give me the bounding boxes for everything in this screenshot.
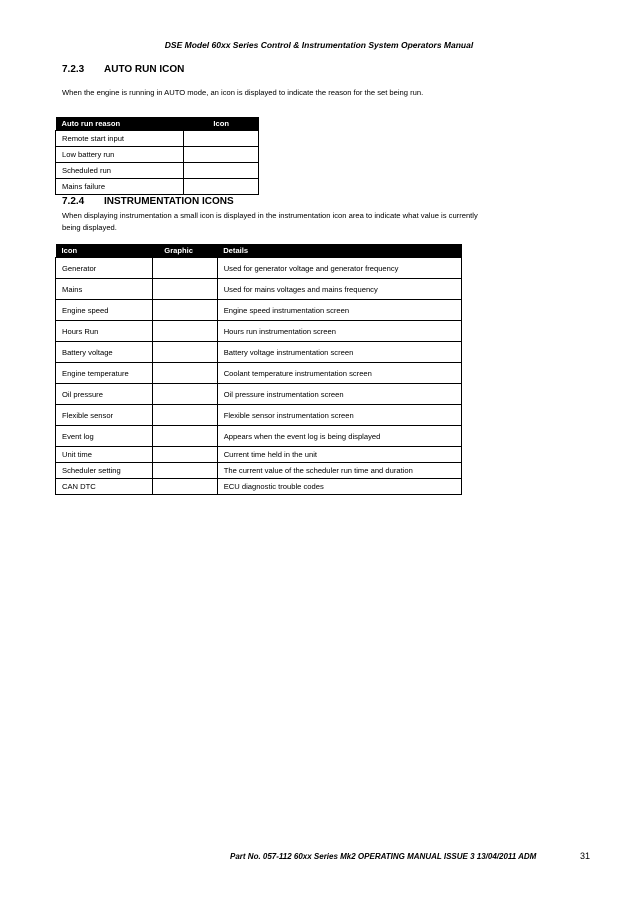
reason-cell: Mains failure <box>56 179 184 195</box>
details-cell: Hours run instrumentation screen <box>217 321 461 342</box>
icon-cell <box>184 163 259 179</box>
details-cell: Appears when the event log is being displayed <box>217 426 461 447</box>
icon-name-cell: Battery voltage <box>56 342 153 363</box>
graphic-cell <box>152 258 217 279</box>
reason-cell: Scheduled run <box>56 163 184 179</box>
column-header: Icon <box>56 244 153 258</box>
section-heading-auto-run <box>62 64 184 75</box>
icon-cell <box>184 131 259 147</box>
icon-name-cell: CAN DTC <box>56 479 153 495</box>
column-header: Details <box>217 244 461 258</box>
table-row <box>56 405 462 426</box>
icon-name-cell: Engine temperature <box>56 363 153 384</box>
table-row <box>56 479 462 495</box>
details-cell: Flexible sensor instrumentation screen <box>217 405 461 426</box>
reason-cell: Low battery run <box>56 147 184 163</box>
graphic-cell <box>152 384 217 405</box>
intro-line: being displayed. <box>62 223 117 232</box>
column-header: Graphic <box>152 244 217 258</box>
section-number: 7.2.3 <box>62 64 85 75</box>
table-header-row <box>56 244 462 258</box>
graphic-cell <box>152 363 217 384</box>
graphic-cell <box>152 479 217 495</box>
table-row <box>56 426 462 447</box>
section-heading-instrumentation <box>62 196 234 207</box>
icon-name-cell: Scheduler setting <box>56 463 153 479</box>
icon-name-cell: Unit time <box>56 447 153 463</box>
icon-cell <box>184 147 259 163</box>
column-header: Auto run reason <box>56 117 184 131</box>
graphic-cell <box>152 342 217 363</box>
page-footer: Part No. 057-112 60xx Series Mk2 OPERATING MANUAL ISSUE 3 13/04/2011 ADM <box>230 852 537 861</box>
section-title: INSTRUMENTATION ICONS <box>104 196 234 207</box>
icon-name-cell: Hours Run <box>56 321 153 342</box>
graphic-cell <box>152 463 217 479</box>
table-row <box>56 163 259 179</box>
graphic-cell <box>152 279 217 300</box>
reason-cell: Remote start input <box>56 131 184 147</box>
auto-run-table <box>55 117 259 195</box>
instrumentation-table <box>55 244 462 495</box>
section-number: 7.2.4 <box>62 196 85 207</box>
icon-name-cell: Mains <box>56 279 153 300</box>
section-title: AUTO RUN ICON <box>104 64 185 75</box>
graphic-cell <box>152 426 217 447</box>
graphic-cell <box>152 447 217 463</box>
table-row <box>56 279 462 300</box>
icon-name-cell: Event log <box>56 426 153 447</box>
table-row <box>56 342 462 363</box>
page-header: DSE Model 60xx Series Control & Instrumentation System Operators Manual <box>164 40 474 50</box>
page-number: 31 <box>580 851 591 861</box>
details-cell: Used for mains voltages and mains frequency <box>217 279 461 300</box>
graphic-cell <box>152 321 217 342</box>
icon-cell <box>184 179 259 195</box>
graphic-cell <box>152 405 217 426</box>
icon-name-cell: Generator <box>56 258 153 279</box>
details-cell: Battery voltage instrumentation screen <box>217 342 461 363</box>
intro-line: When displaying instrumentation a small icon is displayed in the instrumentation icon area to indicate what value is currently <box>62 211 478 220</box>
details-cell: Engine speed instrumentation screen <box>217 300 461 321</box>
table-row <box>56 447 462 463</box>
table-row <box>56 258 462 279</box>
table-row <box>56 131 259 147</box>
details-cell: The current value of the scheduler run time and duration <box>217 463 461 479</box>
table-row <box>56 300 462 321</box>
icon-name-cell: Flexible sensor <box>56 405 153 426</box>
table-row <box>56 147 259 163</box>
table-row <box>56 179 259 195</box>
table-row <box>56 321 462 342</box>
column-header: Icon <box>184 117 259 131</box>
table-header-row <box>56 117 259 131</box>
details-cell: ECU diagnostic trouble codes <box>217 479 461 495</box>
table-row <box>56 363 462 384</box>
section-intro <box>62 210 582 234</box>
details-cell: Current time held in the unit <box>217 447 461 463</box>
section-intro: When the engine is running in AUTO mode, an icon is displayed to indicate the reason for the set being run. <box>62 88 424 97</box>
graphic-cell <box>152 300 217 321</box>
table-row <box>56 463 462 479</box>
icon-name-cell: Engine speed <box>56 300 153 321</box>
details-cell: Used for generator voltage and generator frequency <box>217 258 461 279</box>
details-cell: Coolant temperature instrumentation screen <box>217 363 461 384</box>
icon-name-cell: Oil pressure <box>56 384 153 405</box>
details-cell: Oil pressure instrumentation screen <box>217 384 461 405</box>
table-row <box>56 384 462 405</box>
